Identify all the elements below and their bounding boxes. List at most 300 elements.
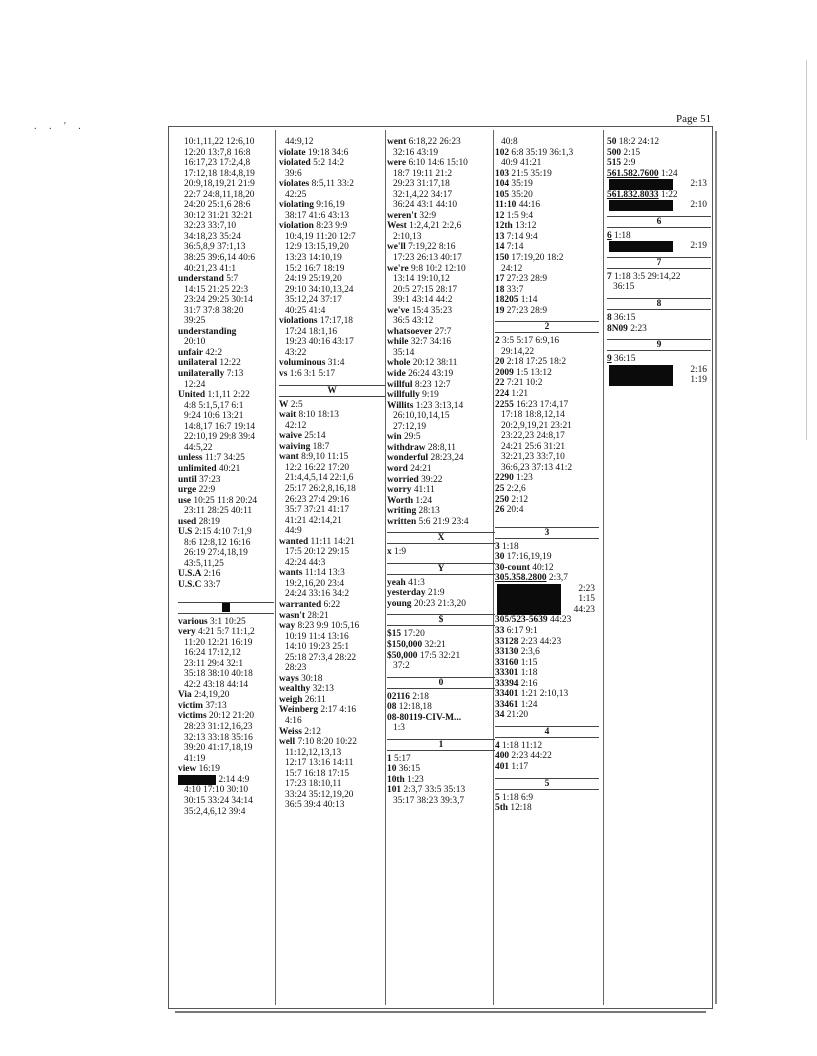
index-term: weigh (279, 694, 303, 705)
index-entry (279, 264, 385, 275)
redaction-block (178, 775, 216, 785)
page-line-refs: 20:23 21:3,20 (413, 598, 466, 609)
index-entry (495, 274, 599, 285)
index-entry (178, 264, 274, 275)
index-entry (495, 700, 599, 711)
page-line-refs: 42:24 44:3 (285, 557, 326, 568)
index-entry (279, 169, 385, 180)
index-term: 12th (495, 221, 513, 232)
index-term: whole (387, 358, 411, 369)
index-entry (495, 484, 599, 495)
index-entry (387, 348, 495, 359)
page-line-refs: 38:25 39:6,14 40:6 (184, 253, 256, 264)
page-line-refs: 20:9,18,19,21 21:9 (184, 179, 255, 190)
page-line-refs: 17:24 18:1,16 (285, 326, 338, 337)
page-line-refs: 39:1 43:14 44:2 (393, 295, 453, 306)
page-line-refs: 33:7 (506, 284, 524, 295)
page-line-refs: 36:24 43:1 44:10 (393, 200, 458, 211)
index-term: written (387, 516, 417, 527)
page-line-refs: 24:21 25:6 31:21 (501, 441, 566, 452)
page-line-refs: 2:10 (690, 200, 707, 211)
index-entry (387, 358, 495, 369)
index-entry (607, 313, 711, 324)
index-term: 2 (495, 336, 500, 347)
page-line-refs: 6:8 35:19 36:1,3 (511, 147, 574, 158)
index-entry (178, 517, 274, 528)
page-line-refs: 22:9 (198, 485, 216, 496)
section-letter-header: 2 (495, 321, 599, 333)
page-line-refs: 1:17 (511, 761, 529, 772)
index-term: 17 (495, 274, 505, 285)
index-entry (279, 547, 385, 558)
page-line-refs: 24:21 (410, 463, 432, 474)
page-line-refs: 7:14 9:4 (506, 231, 538, 242)
index-entry (279, 327, 385, 338)
index-term: 33461 (495, 699, 519, 710)
page-line-refs: 12:9 13:15,19,20 (285, 242, 349, 253)
page-line-refs: 42:2 (205, 347, 223, 358)
index-term: 50 (607, 137, 617, 147)
column-divider (603, 130, 604, 1005)
index-entry (178, 274, 274, 285)
index-entry (178, 785, 274, 796)
page-line-refs: 3:1 10:25 (210, 616, 246, 627)
index-entry (178, 295, 274, 306)
index-entry (279, 295, 385, 306)
page-line-refs: 32:16 43:19 (393, 147, 439, 158)
index-entry (387, 517, 495, 528)
page-line-refs: 36:6,23 37:13 41:2 (501, 462, 573, 473)
index-entry (387, 485, 495, 496)
page-line-refs: 2:16 (520, 678, 538, 689)
index-entry (279, 242, 385, 253)
page-line-refs: 12:18,18 (398, 702, 432, 713)
page-line-refs: 21:5 35:19 (511, 168, 552, 179)
index-entry (387, 137, 495, 148)
page-line-refs: 35:12,24 37:17 (285, 295, 342, 306)
index-entry (178, 358, 274, 369)
page-line-refs: 2:5 (290, 399, 303, 410)
redacted-block-entry (607, 241, 711, 252)
index-entry (387, 264, 495, 275)
index-entry (178, 701, 274, 712)
index-entry (279, 758, 385, 769)
page-line-refs: 2:14 4:9 (216, 774, 250, 785)
page-line-refs: 10:25 11:8 20:24 (193, 495, 258, 506)
page-line-refs: 27:23 28:9 (506, 274, 548, 285)
index-term: 20 (495, 357, 505, 368)
index-term: 6 (607, 230, 612, 241)
index-entry (178, 137, 274, 148)
index-entry (495, 463, 599, 474)
index-term: 4 (495, 740, 500, 751)
index-entry (387, 380, 495, 391)
index-entry (279, 158, 385, 169)
page-line-refs: 44:5,22 (184, 442, 213, 453)
page-line-refs: 36:15 (398, 764, 421, 775)
page-line-refs: 1:18 3:5 29:14,22 (614, 271, 681, 282)
page-line-refs: 17:20 (403, 629, 425, 640)
index-entry (178, 527, 274, 538)
index-term: 18 (495, 284, 505, 295)
index-entry (279, 442, 385, 453)
page-line-refs: 28:8,11 (427, 442, 456, 453)
index-term: way (279, 621, 296, 632)
page-line-refs: 33:24 35:12,19,20 (285, 789, 354, 800)
index-entry (178, 569, 274, 580)
index-entry (387, 713, 495, 724)
index-term: wait (279, 410, 297, 421)
page-line-refs: 40:21,23 41:1 (184, 263, 237, 274)
index-entry (495, 741, 599, 752)
page-line-refs: 2:18 17:25 18:2 (506, 357, 567, 368)
section-letter-header: 5 (495, 778, 599, 790)
page-line-refs: 1:18 (502, 541, 519, 552)
page-line-refs: 34:18,23 35:24 (184, 231, 241, 242)
index-term: x (387, 547, 392, 558)
index-term: unilateral (178, 358, 218, 369)
page-line-refs: 12:17 13:16 14:11 (285, 758, 354, 769)
page-line-refs: 8:23 9:9 (316, 221, 348, 232)
index-entry (178, 169, 274, 180)
spacer (495, 516, 599, 522)
page-line-refs: 8:10 18:13 (298, 410, 339, 421)
index-entry (607, 272, 711, 283)
page-line-refs: 21:9 (427, 588, 445, 599)
page-line-refs: 1:23 (407, 774, 424, 785)
page-line-refs: 30:12 31:21 32:21 (184, 210, 253, 221)
page-line-refs: 29:23 31:17,18 (393, 179, 450, 190)
page-line-refs: 31:4 (327, 358, 345, 369)
index-entry (279, 769, 385, 780)
index-entry (178, 390, 274, 401)
page-line-refs: 40:8 (501, 137, 518, 147)
index-term: 02116 (387, 691, 410, 702)
section-letter-header: W (279, 385, 385, 397)
index-entry (178, 506, 274, 517)
index-entry (495, 357, 599, 368)
page-line-refs: 20:2,9,19,21 23:21 (501, 420, 572, 431)
index-term: went (387, 137, 407, 147)
page-line-refs: 24:12 (501, 263, 523, 274)
page-line-refs: 17:17,18 (319, 316, 353, 327)
index-entry (279, 790, 385, 801)
page-line-refs: 14:15 21:25 22:3 (184, 284, 249, 295)
index-entry (178, 200, 274, 211)
section-letter-header: 9 (607, 339, 711, 351)
index-entry (495, 221, 599, 232)
index-entry (279, 684, 385, 695)
index-entry (495, 158, 599, 169)
index-term: 224 (495, 389, 510, 400)
page-line-refs: 2:23 (630, 323, 647, 334)
index-term: 250 (495, 494, 510, 505)
index-entry (279, 695, 385, 706)
index-entry (387, 337, 495, 348)
index-term: 12 (495, 210, 505, 221)
index-term: 5th (495, 803, 509, 814)
index-entry (279, 748, 385, 759)
index-entry (387, 179, 495, 190)
page-line-refs: 28:23,24 (430, 453, 464, 464)
index-entry (495, 410, 599, 421)
index-entry (178, 485, 274, 496)
index-entry (279, 253, 385, 264)
index-entry (495, 253, 599, 264)
index-entry (387, 306, 495, 317)
page-line-refs: 1:19 (690, 375, 707, 386)
column-divider (275, 130, 276, 1005)
page-line-refs: 35:20 (511, 189, 533, 200)
index-entry (495, 505, 599, 516)
index-entry (387, 475, 495, 486)
page-line-refs: 44:9 (285, 526, 302, 537)
page-line-refs: 37:23 (199, 474, 221, 485)
index-entry (279, 358, 385, 369)
page-line-refs: 29:5 (403, 432, 421, 443)
index-term: violated (279, 158, 311, 169)
index-term: 33401 (495, 689, 519, 700)
index-entry (279, 611, 385, 622)
index-entry (178, 179, 274, 190)
index-term: victims (178, 711, 207, 722)
page-line-refs: 1:5 9:4 (506, 210, 534, 221)
index-entry (178, 306, 274, 317)
index-entry (279, 232, 385, 243)
index-term: writing (387, 506, 417, 517)
page-line-refs: 24:24 33:16 34:2 (285, 589, 350, 600)
section-letter-header: X (387, 532, 495, 544)
index-term: urge (178, 485, 197, 496)
page-line-refs: 5:6 21:9 23:4 (418, 516, 469, 527)
index-term: United (178, 390, 206, 401)
page-line-refs: 14:10 19:23 25:1 (285, 642, 350, 653)
index-column-4 (495, 137, 599, 814)
page-line-refs: 17:16,19,19 (506, 552, 552, 563)
index-entry (178, 764, 274, 775)
index-term: whatsoever (387, 326, 433, 337)
page-line-refs: 25:18 27:3,4 28:22 (285, 652, 357, 663)
index-term: 11:10 (495, 200, 517, 211)
page-line-refs: 1:24 (415, 495, 433, 506)
index-term: 34 (495, 710, 505, 721)
redacted-block-entry (607, 179, 711, 190)
page-line-refs: 32:21,23 33:7,10 (501, 452, 565, 463)
page-line-refs: 19:2,16,20 23:4 (285, 578, 345, 589)
index-entry (178, 464, 274, 475)
index-entry (387, 599, 495, 610)
index-entry (387, 285, 495, 296)
index-term: we're (387, 263, 409, 274)
page-line-refs: 1:6 3:1 5:17 (289, 369, 336, 380)
index-term: Worth (387, 495, 414, 506)
page-line-refs: 2:3,7 (548, 573, 568, 584)
index-term: 10 (387, 764, 397, 775)
index-column-1 (178, 137, 274, 817)
page-line-refs: 6:22 (323, 599, 341, 610)
page-line-refs: 3:5 5:17 6:9,16 (502, 336, 560, 347)
index-term: 8N09 (607, 323, 628, 334)
page-line-refs: 2:2,6 (506, 483, 526, 494)
page-line-refs: 8:6 12:8,12 16:16 (184, 537, 251, 548)
index-entry (607, 190, 711, 201)
index-term: violates (279, 179, 310, 190)
index-column-2 (279, 137, 385, 811)
page-line-refs: 1:21 2:10,13 (520, 689, 569, 700)
redaction-block (609, 365, 673, 386)
index-term: 5 (495, 792, 500, 803)
page-line-refs: 10:19 11:4 13:16 (285, 631, 349, 642)
index-entry (279, 589, 385, 600)
section-letter-header: 3 (495, 527, 599, 539)
index-entry (387, 390, 495, 401)
index-column-3 (387, 137, 495, 807)
index-term: 400 (495, 751, 510, 762)
index-term: wants (279, 568, 303, 579)
index-entry (607, 158, 711, 169)
page-line-refs: 23:22,23 24:8,17 (501, 431, 565, 442)
index-entry (178, 638, 274, 649)
section-letter-header: 1 (387, 739, 495, 751)
index-entry (495, 452, 599, 463)
page-line-refs: 2:15 4:10 7:1,9 (194, 527, 252, 538)
index-entry (387, 327, 495, 338)
page-line-refs: 7:13 (226, 369, 244, 380)
index-term: we'll (387, 242, 406, 253)
page-line-refs: 42:12 (285, 420, 307, 431)
page-line-refs: 25:14 (304, 431, 326, 442)
page-line-refs: 2:18 (412, 691, 429, 702)
page-line-refs: 31:7 37:8 38:20 (184, 305, 244, 316)
index-entry (279, 737, 385, 748)
page-line-refs: 7:19,22 8:16 (408, 242, 456, 253)
index-entry (387, 796, 495, 807)
index-entry (607, 324, 711, 335)
index-entry (495, 368, 599, 379)
index-entry (495, 347, 599, 358)
index-entry (178, 190, 274, 201)
index-term: 104 (495, 179, 510, 190)
index-entry (279, 663, 385, 674)
index-term: 500 (607, 147, 622, 158)
page-line-refs: 42:2 43:18 44:14 (184, 679, 249, 690)
index-entry (279, 674, 385, 685)
index-term: U.S (178, 527, 193, 538)
index-term: 102 (495, 147, 510, 158)
index-term: until (178, 474, 197, 485)
page-line-refs: 40:21 (218, 463, 241, 474)
index-entry (178, 422, 274, 433)
index-entry (279, 400, 385, 411)
index-entry (178, 690, 274, 701)
index-term: 22 (495, 378, 505, 389)
index-entry (495, 295, 599, 306)
index-entry (387, 422, 495, 433)
index-entry (178, 722, 274, 733)
index-term: very (178, 627, 196, 638)
page-line-refs: 12:18 (510, 803, 532, 814)
page-line-refs: 28:19 (198, 516, 220, 527)
page-line-refs: 22:10,19 29:8 39:4 (184, 432, 256, 443)
page-line-refs: 1:21 (511, 389, 529, 400)
section-letter-header: 7 (607, 257, 711, 269)
page-line-refs: 5:17 (394, 753, 411, 764)
index-entry (387, 692, 495, 703)
page-line-refs: 28:23 31:12,16,23 (184, 721, 253, 732)
index-entry (495, 495, 599, 506)
page-line-refs: 2:17 4:16 (320, 705, 357, 716)
index-entry (279, 337, 385, 348)
page-line-refs: 11:12,12,13,13 (285, 747, 342, 758)
page-line-refs: 41:21 42:14,21 (285, 515, 342, 526)
page-line-refs: 8:23 12:7 (414, 379, 451, 390)
index-term: 08 (387, 702, 397, 713)
index-entry (387, 200, 495, 211)
page-line-refs: 1:23 (516, 473, 533, 484)
page-line-refs: 28:13 (418, 506, 440, 517)
index-entry (178, 796, 274, 807)
index-entry (178, 221, 274, 232)
page-line-refs: 1:14 (520, 295, 538, 306)
index-entry (495, 803, 599, 814)
index-term: wide (387, 369, 406, 380)
index-entry (178, 669, 274, 680)
index-entry (279, 705, 385, 716)
page-line-refs: 44:23 (573, 604, 595, 615)
page-line-refs: 1:24 (660, 168, 678, 179)
redacted-entry (178, 775, 274, 786)
index-entry (279, 410, 385, 421)
index-entry (178, 253, 274, 264)
index-term: 401 (495, 761, 510, 772)
index-entry (279, 558, 385, 569)
index-entry (178, 733, 274, 744)
index-entry (279, 495, 385, 506)
index-entry (279, 568, 385, 579)
index-entry (495, 306, 599, 317)
index-term: well (279, 737, 296, 748)
index-entry (495, 626, 599, 637)
page-line-refs: 8:5,11 33:2 (311, 179, 354, 190)
index-term: wasn't (279, 610, 306, 621)
index-entry (178, 559, 274, 570)
page-line-refs: 1:23 3:13,14 (415, 400, 464, 411)
page-line-refs: 6:10 14:6 15:10 (408, 158, 468, 169)
index-entry (495, 232, 599, 243)
page-line-refs: 35:18 38:10 40:18 (184, 669, 253, 680)
index-entry (178, 443, 274, 454)
page-line-refs: 12:24 (184, 379, 206, 390)
page-line-refs: 17:5 32:21 (419, 650, 461, 661)
page-line-refs: 44:16 (518, 200, 541, 211)
page-line-refs: 20:12 38:11 (412, 358, 458, 369)
page-line-refs: 35:14 (393, 347, 415, 358)
index-term: win (387, 432, 402, 443)
page-line-refs: 17:12,18 18:4,8,19 (184, 168, 255, 179)
page-line-refs: 20:10 (184, 337, 206, 348)
page-line-refs: 26:23 27:4 29:16 (285, 494, 350, 505)
page-line-refs: 42:25 (285, 189, 307, 200)
page-line-refs: 16:19 (198, 764, 220, 775)
index-entry (178, 232, 274, 243)
index-entry (387, 661, 495, 672)
index-term: violate (279, 147, 306, 158)
page-line-refs: 23:24 29:25 30:14 (184, 295, 253, 306)
index-term: 2009 (495, 367, 514, 378)
redaction-block (609, 179, 673, 190)
index-entry (178, 432, 274, 443)
page-line-refs: 2:3,6 (520, 647, 540, 658)
